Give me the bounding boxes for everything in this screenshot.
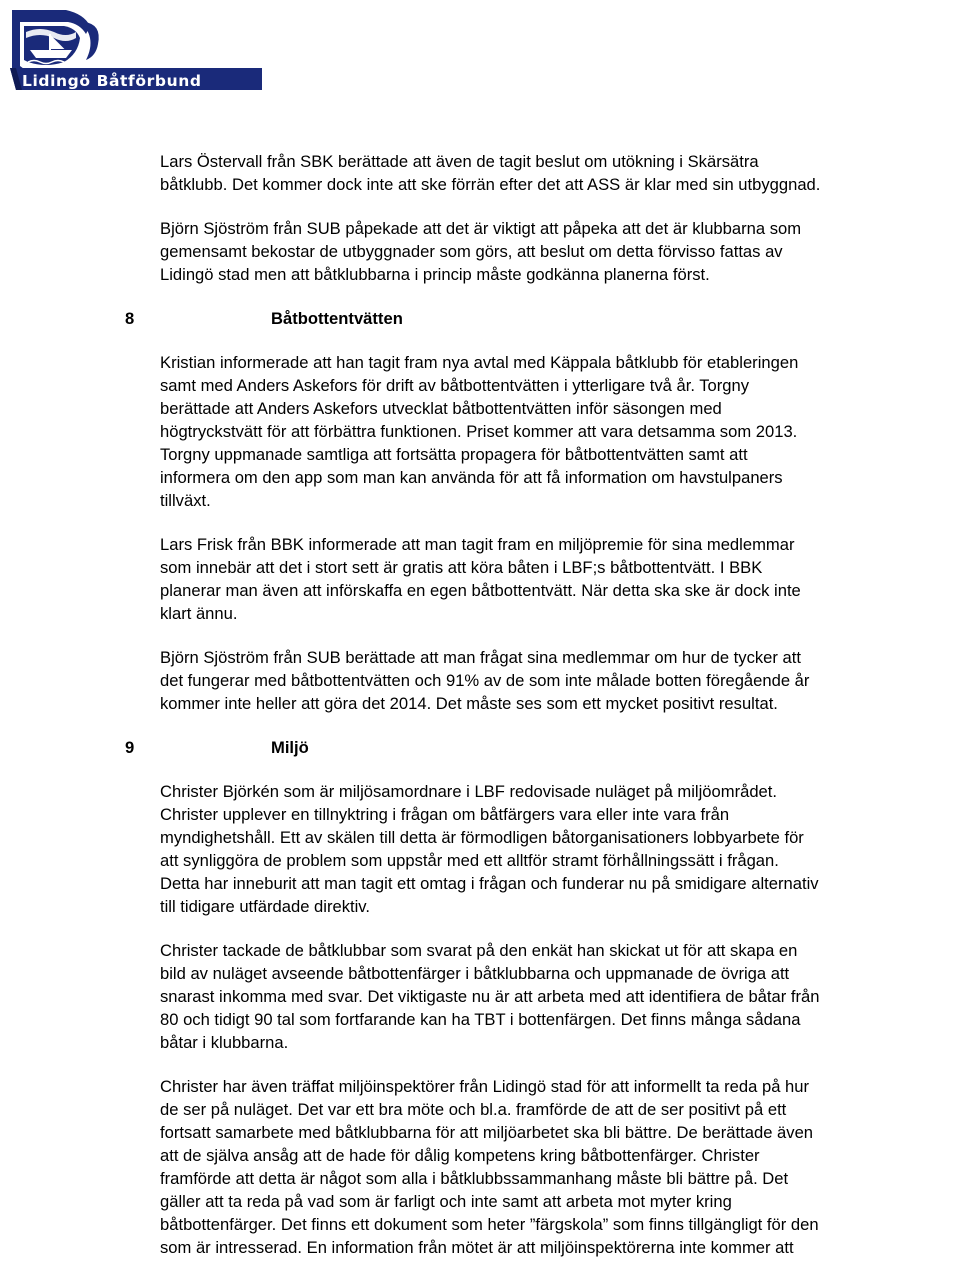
intro-paragraph-1: Lars Östervall från SBK berättade att även de tagit beslut om utökning i Skärsätra båtklubb. Det kommer dock inte att ske förrän efter det att ASS är klar med sin utbyggnad.	[160, 152, 821, 194]
document-body	[125, 150, 950, 1280]
section-9-paragraph-1: Christer Björkén som är miljösamordnare i LBF redovisade nuläget på miljöområdet. Christer upplever en tillnyktring i frågan om båtfärgers vara eller inte vara från myndighetshåll. Ett av skälen till detta är förmodligen båtorganisationers lobbyarbete för att synliggöra de problem som uppstår med ett alltför stramt förhållningssätt i frågan. Detta har inneburit att man tagit ett omtag i frågan och funderar nu på smidigare alternativ till tidigare utfärdade direktiv.	[160, 782, 819, 916]
intro-paragraph-2: Björn Sjöström från SUB påpekade att det är viktigt att påpeka att det är klubbarna som gemensamt bekostar de utbyggnader som görs, att beslut om detta förvisso fattas av Lidingö stad men att båtklubbarna i princip måste godkänna planerna först.	[160, 219, 802, 284]
lidingo-batforbund-logo	[6, 4, 268, 100]
section-number: 8	[125, 309, 135, 328]
section-9-paragraph-2: Christer tackade de båtklubbar som svarat på den enkät han skickat ut för att skapa en bild av nuläget avseende båtbottenfärger i båtklubbarna och uppmanade de övriga att snarast inkomma med svar. Det viktigaste nu är att arbeta med att identifiera de båtar från 80 och tidigt 90 tal som fortfarande kan ha TBT i bottenfärgen. Det finns många sådana båtar i klubbarna.	[160, 941, 820, 1052]
logo-graphic	[6, 4, 268, 100]
section-8-paragraph-1: Kristian informerade att han tagit fram nya avtal med Käppala båtklubb för etableringen samt med Anders Askefors för drift av båtbottentvätten i ytterligare två år. Torgny berättade att Anders Askefors utvecklat båtbottentvätten inför säsongen med högtryckstvätt för att förbättra funktionen. Priset kommer att vara detsamma som 2013. Torgny uppmanade samtliga att fortsätta propagera för båtbottentvätten samt att informera om den app som man kan använda för att få information om havstulpaners tillväxt.	[160, 353, 799, 510]
section-title: Båtbottentvätten	[271, 309, 403, 328]
section-heading-8	[125, 307, 950, 330]
section-8-paragraph-3: Björn Sjöström från SUB berättade att man frågat sina medlemmar om hur de tycker att det fungerar med båtbottentvätten och 91% av de som inte målade botten föregående år kommer inte heller att göra det 2014. Det måste ses som ett mycket positivt resultat.	[160, 648, 810, 713]
logo-text: Lidingö Båtförbund	[22, 72, 202, 90]
section-heading-9	[125, 736, 950, 759]
section-8-paragraph-2: Lars Frisk från BBK informerade att man tagit fram en miljöpremie för sina medlemmar som innebär att det i stort sett är gratis att köra båten i LBF;s båtbottentvätt. I BBK planerar man även att införskaffa en egen båtbottentvätt. När detta ska ske är dock inte klart ännu.	[160, 535, 801, 623]
section-title: Miljö	[271, 738, 309, 757]
section-9-paragraph-3: Christer har även träffat miljöinspektörer från Lidingö stad för att informellt ta reda på hur de ser på nuläget. Det var ett bra möte och bl.a. framförde de att de ser positivt på ett fortsatt samarbete med båtklubbarna för att miljöarbetet ska bli bättre. De berättade även att de själva ansåg att de hade för dålig kompetens kring båtbottenfärger. Christer framförde att detta är något som alla i båtklubbssammanhang måste bli bättre på. Det gäller att ta reda på vad som är farligt och inte samt att arbeta mot myter kring båtbottenfärger. Det finns ett dokument som heter ”färgskola” som finns tillgängligt för den som är intresserad. En information från mötet är att miljöinspektörerna inte kommer att	[160, 1077, 819, 1257]
section-number: 9	[125, 738, 135, 757]
